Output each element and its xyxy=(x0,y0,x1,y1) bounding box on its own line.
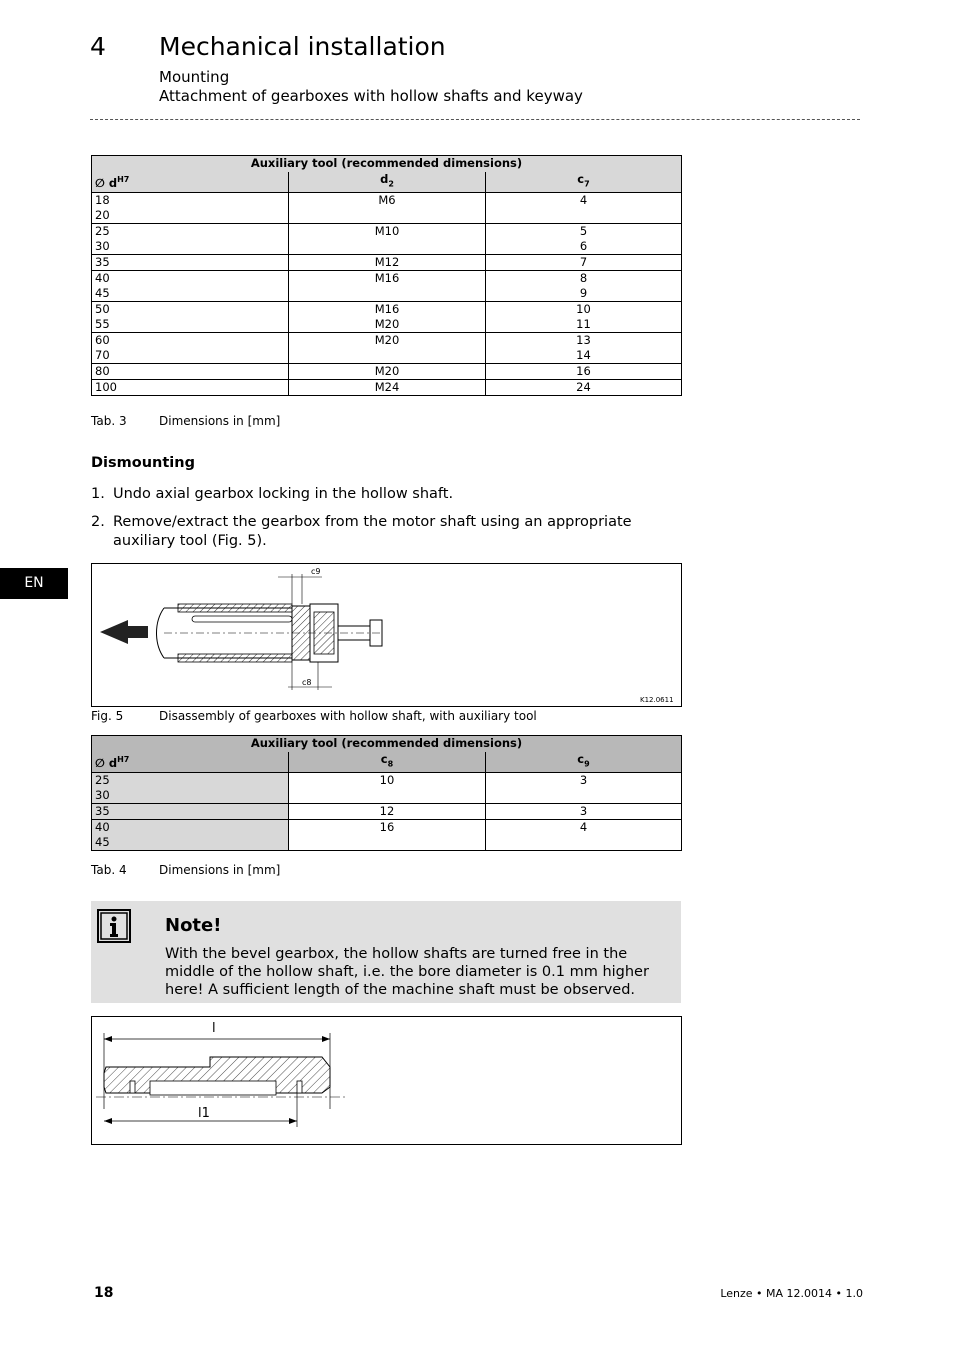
table-row xyxy=(92,820,682,851)
table-cell-d2: M16 M20 xyxy=(289,302,486,333)
info-icon xyxy=(97,909,131,943)
note-box xyxy=(91,901,681,1003)
disassembly-drawing xyxy=(92,564,681,706)
table-row xyxy=(92,333,682,364)
table-3-caption: Tab. 3 Dimensions in [mm] xyxy=(91,414,281,428)
table-row xyxy=(92,271,682,302)
table-row xyxy=(92,773,682,804)
table-cell-d: 40 45 xyxy=(92,820,289,851)
column-header-c7: $c_7$ xyxy=(486,172,682,193)
table-row xyxy=(92,193,682,224)
column-header-diameter: ∅ $d^{H7}$ xyxy=(92,752,289,773)
table-cell-d: 100 xyxy=(92,380,289,396)
table-cell-d: 80 xyxy=(92,364,289,380)
shaft-drawing xyxy=(92,1017,681,1144)
section-subtitle: Mounting xyxy=(159,68,230,86)
table-cell-d2: M24 xyxy=(289,380,486,396)
table-cell-d: 25 30 xyxy=(92,773,289,804)
table-cell-d: 18 20 xyxy=(92,193,289,224)
table-cell-d: 35 xyxy=(92,804,289,820)
step-item: 1. Undo axial gearbox locking in the hollow shaft. xyxy=(91,486,454,502)
table-cell-d: 35 xyxy=(92,255,289,271)
table-cell-c7: 8 9 xyxy=(486,271,682,302)
table-row xyxy=(92,380,682,396)
table-cell-c7: 13 14 xyxy=(486,333,682,364)
table-cell-d2: M12 xyxy=(289,255,486,271)
table-cell-d2: M20 xyxy=(289,364,486,380)
table-cell-c7: 10 11 xyxy=(486,302,682,333)
table-cell-d: 25 30 xyxy=(92,224,289,255)
direction-arrow xyxy=(100,620,148,644)
table-cell-c7: 16 xyxy=(486,364,682,380)
chapter-number: 4 xyxy=(90,32,106,61)
subsection-subtitle: Attachment of gearboxes with hollow shafts and keyway xyxy=(159,87,583,105)
figure-code: K12.0611 xyxy=(640,696,674,704)
table-cell-c8: 10 xyxy=(289,773,486,804)
table-cell-c9: 3 xyxy=(486,773,682,804)
table-cell-c8: 16 xyxy=(289,820,486,851)
table-cell-c7: 4 xyxy=(486,193,682,224)
table-cell-c9: 3 xyxy=(486,804,682,820)
table-cell-d: 40 45 xyxy=(92,271,289,302)
figure-5-caption: Fig. 5 Disassembly of gearboxes with hollow shaft, with auxiliary tool xyxy=(91,709,537,723)
table-cell-d2: M16 xyxy=(289,271,486,302)
table-cell-c9: 4 xyxy=(486,820,682,851)
table-4-caption: Tab. 4 Dimensions in [mm] xyxy=(91,863,281,877)
note-body: With the bevel gearbox, the hollow shafts are turned free in the middle of the hollow shaft, i.e. the bore diameter is 0.1 mm higher here! A sufficient length of the machine shaft must be observed. xyxy=(165,946,649,998)
table-cell-c8: 12 xyxy=(289,804,486,820)
dismounting-heading: Dismounting xyxy=(91,455,195,471)
table-cell-c7: 5 6 xyxy=(486,224,682,255)
table-title: Auxiliary tool (recommended dimensions) xyxy=(92,736,682,753)
shaft-dimension-figure xyxy=(91,1016,682,1145)
document-id: Lenze • MA 12.0014 • 1.0 xyxy=(720,1287,863,1300)
language-tab: EN xyxy=(0,568,68,599)
table-title: Auxiliary tool (recommended dimensions) xyxy=(92,156,682,173)
column-header-diameter: ∅ $d^{H7}$ xyxy=(92,172,289,193)
column-header-c9: $c_9$ xyxy=(486,752,682,773)
table-cell-d2: M6 xyxy=(289,193,486,224)
dimensions-table-4 xyxy=(91,735,682,851)
label-l1: l1 xyxy=(198,1106,210,1121)
table-cell-c7: 24 xyxy=(486,380,682,396)
chapter-title: Mechanical installation xyxy=(159,32,446,61)
table-cell-d: 60 70 xyxy=(92,333,289,364)
column-header-d2: $d_2$ xyxy=(289,172,486,193)
table-cell-d: 50 55 xyxy=(92,302,289,333)
note-title: Note! xyxy=(165,915,222,936)
label-l: l xyxy=(212,1021,216,1036)
header-divider xyxy=(90,119,860,120)
dimensions-table-3 xyxy=(91,155,682,396)
table-row xyxy=(92,255,682,271)
table-row xyxy=(92,364,682,380)
table-row xyxy=(92,224,682,255)
figure-5-box xyxy=(91,563,682,707)
step-item: 2. Remove/extract the gearbox from the motor shaft using an appropriate auxiliary tool (Fig. 5). xyxy=(91,514,632,549)
table-cell-c7: 7 xyxy=(486,255,682,271)
table-cell-d2: M10 xyxy=(289,224,486,255)
table-row xyxy=(92,302,682,333)
label-c9: c9 xyxy=(311,567,321,576)
page-number: 18 xyxy=(94,1285,114,1301)
table-row xyxy=(92,804,682,820)
table-cell-d2: M20 xyxy=(289,333,486,364)
column-header-c8: $c_8$ xyxy=(289,752,486,773)
label-c8: c8 xyxy=(302,678,312,687)
